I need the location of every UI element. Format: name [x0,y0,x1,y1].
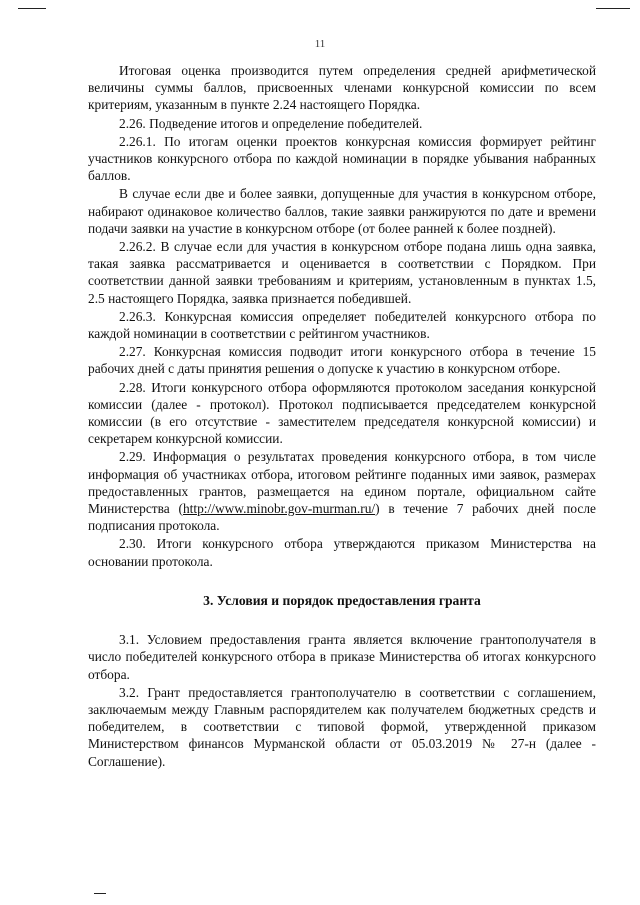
paragraph-3-1: 3.1. Условием предоставления гранта является включение грантополучателя в число победителей конкурсного отбора в приказе Министерства об итогах конкурсного отбора. [88,632,596,682]
section-heading: 3. Условия и порядок предоставления гранта [203,592,481,608]
paragraph-2-26-3: 2.26.3. Конкурсная комиссия определяет победителей конкурсного отбора по каждой номинации в соответствии с рейтингом участников. [88,308,596,342]
paragraph-2-26-1: 2.26.1. По итогам оценки проектов конкурсная комиссия формирует рейтинг участников конкурсного отбора по каждой номинации в порядке убывания набранных баллов. [88,133,596,184]
paragraph-2-27: 2.27. Конкурсная комиссия подводит итоги конкурсного отбора в течение 15 рабочих дней с даты принятия решения о допуске к участию в конкурсном отборе. [88,344,596,377]
paragraph-final-score: Итоговая оценка производится путем определения средней арифметической величины суммы баллов, присвоенных членами конкурсной комиссии по всем критериям, указанным в пункте 2.24 настоящего Порядка. [88,63,596,113]
paragraph-3-2: 3.2. Грант предоставляется грантополучателю в соответствии с соглашением, заключаемым между Главным распорядителем как получателем бюджетных средств и победителем, в соответствии с типовой формой, утвержденной приказом Министерством финансов Мурманской области от 05.03.2019 № 27-н (далее - Соглашение). [88,684,596,769]
paragraph-2-26-2: 2.26.2. В случае если для участия в конкурсном отборе подана лишь одна заявка, такая заявка рассматривается и оценивается в соответствии с Порядком. При соответствии данной заявки требованиям и критериям, установленным в пунктах 1.5, 2.5 настоящего Порядка, заявка признается победившей. [88,239,596,306]
top-right-rule [596,8,630,9]
page-number: 11 [314,38,326,50]
ministry-website-link[interactable]: http://www.minobr.gov-murman.ru/ [182,501,376,517]
paragraph-2-26: 2.26. Подведение итогов и определение победителей. [119,115,423,131]
paragraph-equal-scores: В случае если две и более заявки, допущенные для участия в конкурсном отборе, набирают одинаковое количество баллов, такие заявки ранжируются по дате и времени подачи заявки на участие в конкурсном отборе (от более ранней к более поздней). [88,186,596,236]
top-left-rule [18,8,46,9]
document-body [88,62,596,771]
paragraph-2-29-text: 2.29. Информация о результатах проведения конкурсного отбора, в том числе информация об участниках отбора, итоговом рейтинге поданных ими заявок, размерах предоставленных грантов, размещается на едином портале, официальном сайте Министерства ( [88,449,596,517]
paragraph-2-30: 2.30. Итоги конкурсного отбора утверждаются приказом Министерства на основании протокола. [88,536,596,569]
paragraph-2-29 [88,448,596,534]
paragraph-2-29-tail: ) в течение 7 рабочих дней после подписания протокола. [88,501,596,534]
paragraph-2-28: 2.28. Итоги конкурсного отбора оформляются протоколом заседания конкурсной комиссии (далее - протокол). Протокол подписывается председателем конкурсной комиссии (в его отсутствие - заместителем председателя конкурсной комиссии) и секретарем конкурсной комиссии. [88,379,596,447]
bottom-left-rule [94,893,106,894]
